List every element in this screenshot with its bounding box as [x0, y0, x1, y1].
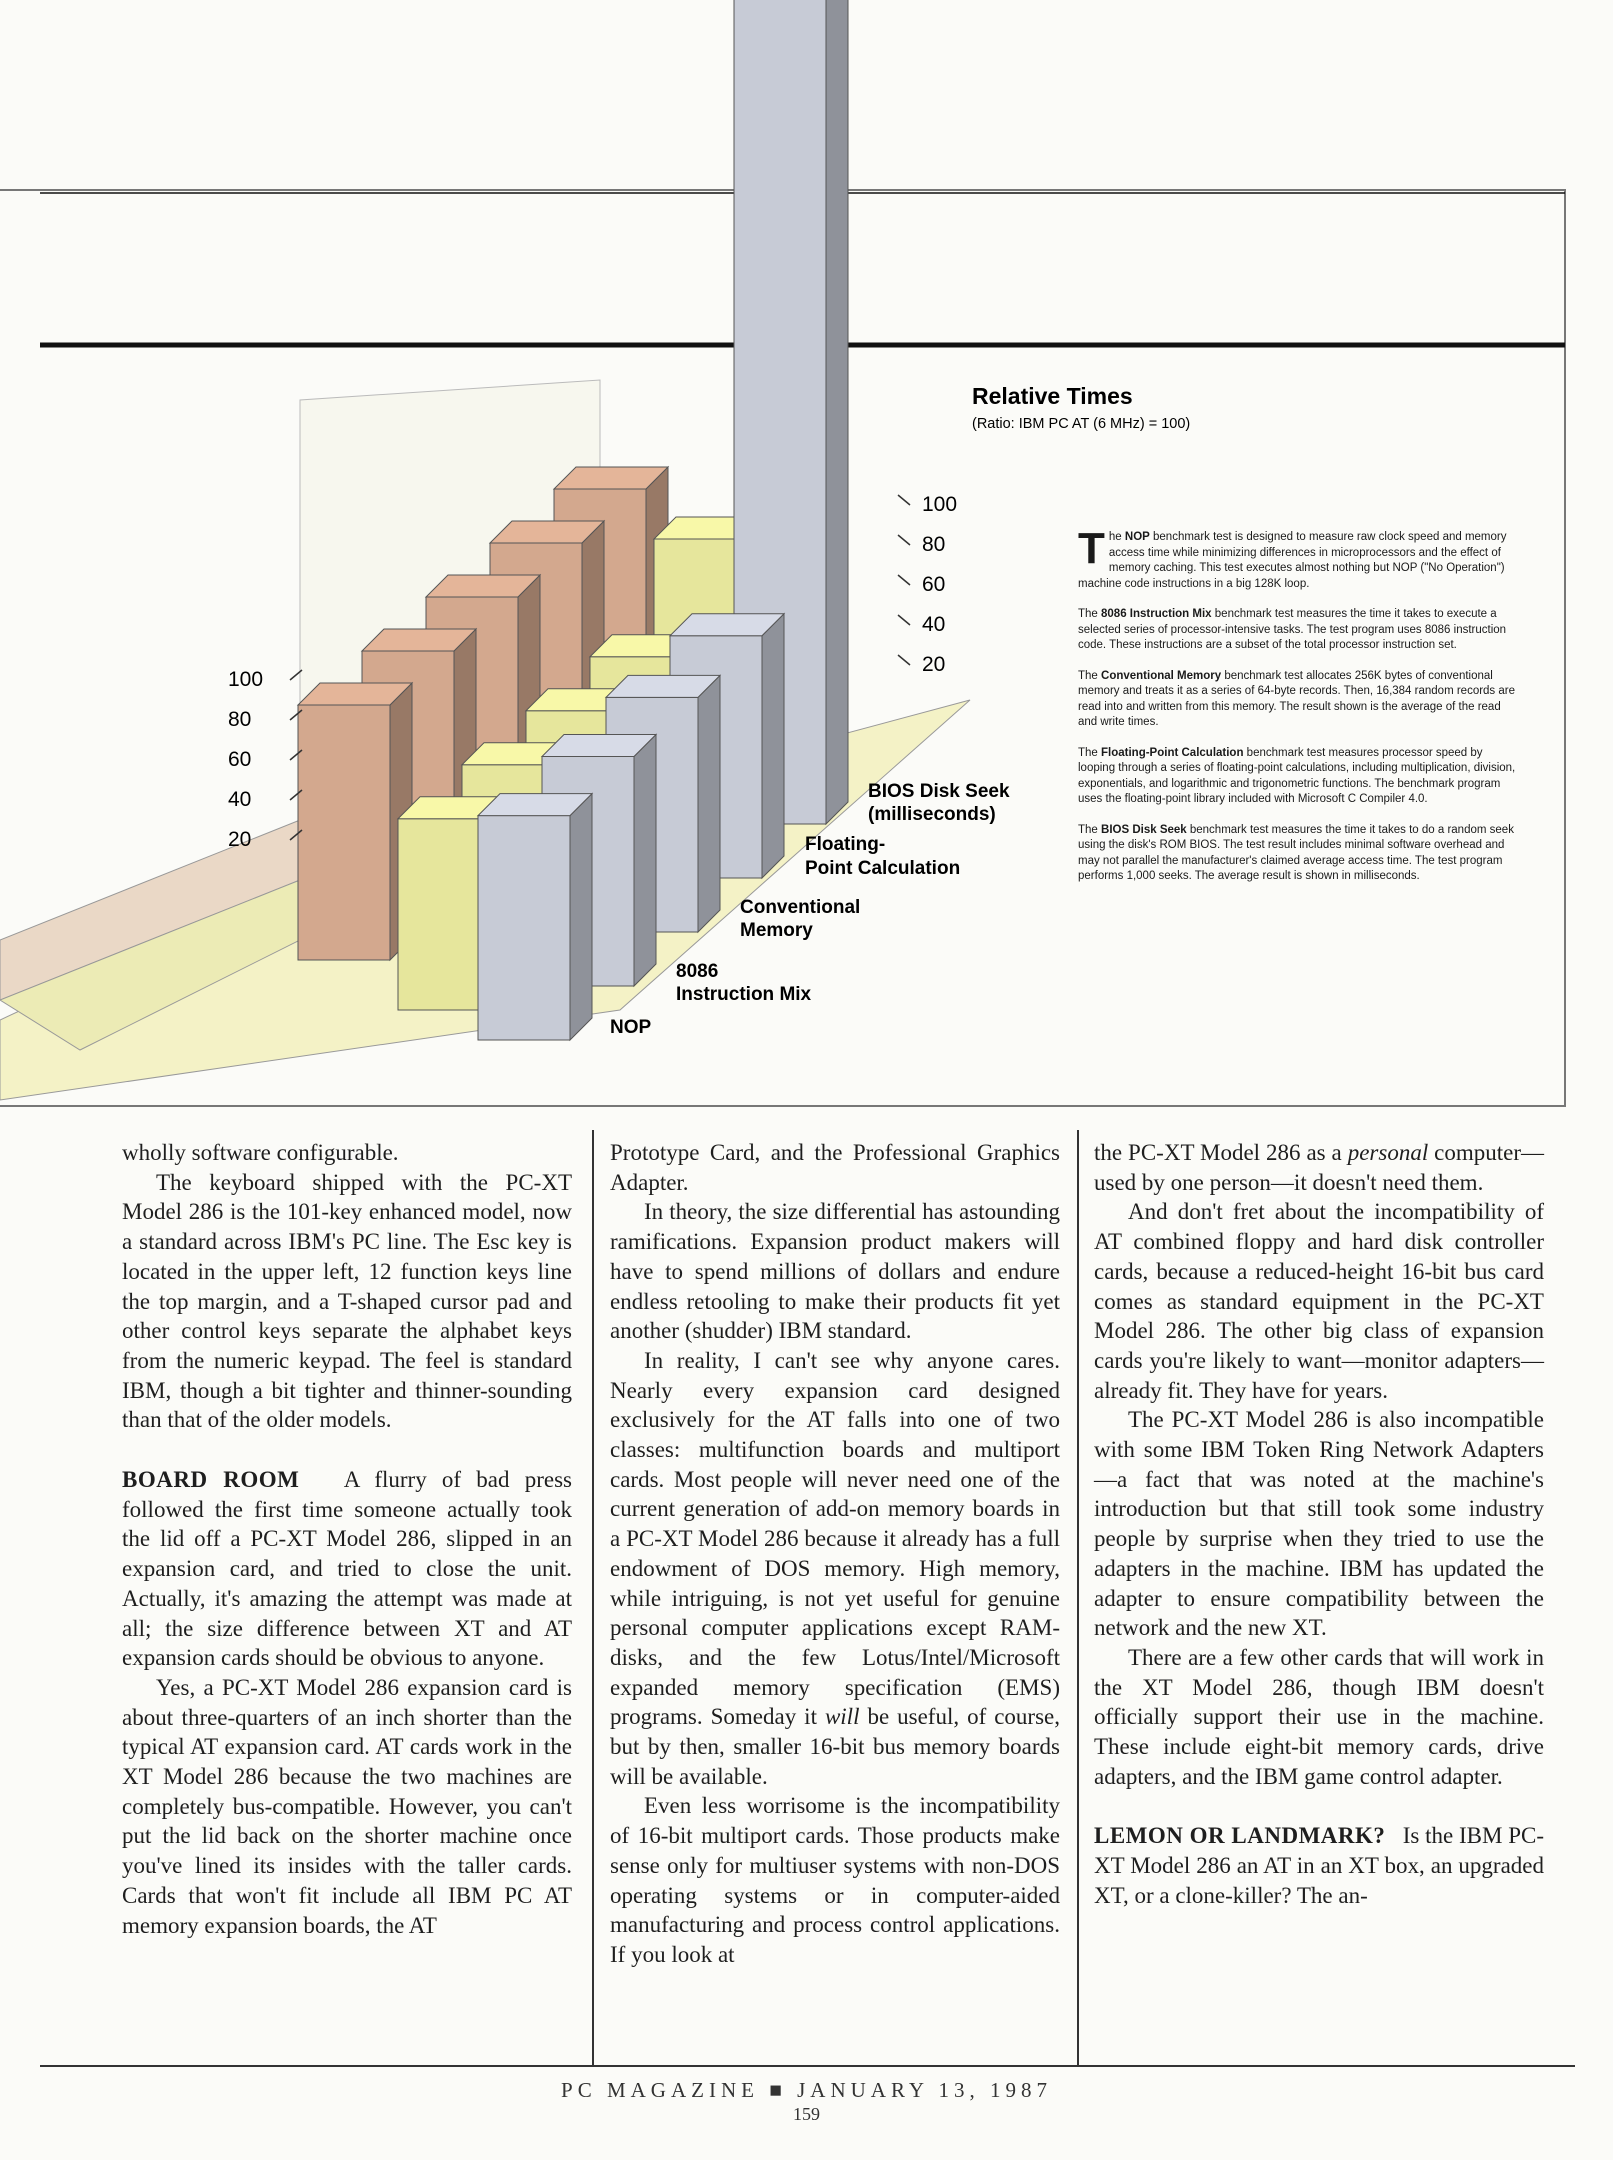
column-rule-2 — [1077, 1130, 1079, 2065]
page-number: 159 — [793, 2104, 820, 2124]
right-axis-tick-mark — [898, 535, 910, 545]
right-axis-tick-mark — [898, 575, 910, 585]
right-axis-tick-mark — [898, 615, 910, 625]
chart-subtitle: (Ratio: IBM PC AT (6 MHz) = 100) — [972, 416, 1191, 432]
column-rule-1 — [592, 1130, 594, 2065]
col1-paragraph-3: BOARD ROOM A flurry of bad press followed the first time someone actually took the lid off a PC-XT Model 286, slipped in an expansion card, and tried to close the unit. Actually, it's amazing the attempt was made at all; the size difference between XT and AT expansion cards should be obvious to anyone. — [122, 1467, 572, 1671]
left-axis-tick-label: 20 — [228, 828, 252, 851]
col3-paragraph-4: There are a few other cards that will work in the XT Model 286, though IBM doesn't officially support their use in the machine. These include eight-bit memory cards, drive adapters, and the IBM game control adapter. — [1094, 1644, 1544, 1789]
section-heading-board-room: BOARD ROOM — [122, 1467, 300, 1493]
right-axis-tick-label: 40 — [922, 613, 946, 636]
left-axis-tick-label: 40 — [228, 788, 252, 811]
col1-paragraph-2: The keyboard shipped with the PC-XT Model 286 is the 101-key enhanced model, now a standard across IBM's PC line. The Esc key is located in the upper left, 12 function keys line the top margin, and a T-shaped cursor pad and other control keys separate the alphabet keys from the numeric keypad. The feel is standard IBM, though a bit tighter and thinner-sounding than that of the older models. — [122, 1169, 572, 1433]
col2-paragraph-1: Prototype Card, and the Professional Graphics Adapter. — [610, 1140, 1060, 1195]
left-axis-tick-label: 60 — [228, 748, 252, 771]
section-heading-lemon-or-landmark: LEMON OR LANDMARK? — [1094, 1823, 1386, 1849]
right-axis-tick-mark — [898, 495, 910, 505]
footer-rule — [40, 2065, 1575, 2067]
col1-paragraph-1: wholly software configurable. — [122, 1140, 399, 1165]
col2-paragraph-2: In theory, the size differential has astounding ramifications. Expansion product makers will have to spend millions of dollars and endure endless retooling to make their products fit yet another (shudder) IBM standard. — [610, 1199, 1060, 1344]
category-label-bios-line2: (milliseconds) — [868, 804, 996, 825]
bar-front-row-blue-0 — [478, 794, 592, 1040]
category-label-floating-line2: Point Calculation — [805, 858, 961, 879]
article-column-2 — [610, 1138, 1060, 1970]
right-axis-tick-label: 80 — [922, 533, 946, 556]
dropcap: T — [1078, 524, 1105, 573]
right-axis-tick-label: 20 — [922, 653, 946, 676]
right-axis-tick-mark — [898, 655, 910, 665]
bar-front — [398, 819, 490, 1010]
bar-side — [570, 794, 592, 1040]
left-axis-tick-label: 80 — [228, 708, 252, 731]
chart-title: Relative Times — [972, 383, 1133, 409]
article-column-3 — [1094, 1138, 1544, 1911]
description-bios-disk-seek: The BIOS Disk Seek benchmark test measures the time it takes to do a random seek using the disk's ROM BIOS. The test result includes minimal software overhead and may not parallel the manufacturer's claimed average access time. The test program performs 1,000 seeks. The average result is shown in milliseconds. — [1078, 823, 1514, 882]
category-label-conventional-line1: Conventional — [740, 897, 861, 918]
bar-front — [298, 705, 390, 960]
col3-paragraph-5: LEMON OR LANDMARK? Is the IBM PC-XT Model 286 an AT in an XT box, an upgraded XT, or a clone-killer? The an- — [1094, 1823, 1544, 1908]
left-axis-tick-label: 100 — [228, 668, 264, 691]
col2-paragraph-4: Even less worrisome is the incompatibility of 16-bit multiport cards. Those products make sense only for multiuser systems with non-DOS operating systems or in computer-aided manufacturing and process control applications. If you look at — [610, 1793, 1060, 1967]
category-label-8086-line1: 8086 — [676, 961, 719, 982]
category-label-nop: NOP — [610, 1017, 652, 1038]
footer-magazine-line: PC MAGAZINE ■ JANUARY 13, 1987 — [561, 2078, 1052, 2102]
col3-paragraph-1: the PC-XT Model 286 as a personal computer—used by one person—it doesn't need them. — [1094, 1140, 1544, 1195]
bar-back-row-tan-0 — [298, 683, 412, 960]
bar-front — [478, 816, 570, 1040]
category-label-bios-line1: BIOS Disk Seek — [868, 781, 1010, 802]
description-8086: The 8086 Instruction Mix benchmark test measures the time it takes to execute a selected series of processor-intensive tasks. The test program uses 8086 instruction code. These instructions are a subset of the total processor instruction set. — [1078, 608, 1507, 651]
bar-side — [826, 0, 848, 824]
col1-paragraph-4: Yes, a PC-XT Model 286 expansion card is about three-quarters of an inch shorter than the typical AT expansion card. AT cards work in the XT Model 286 because the two machines are completely bus-compatible. However, you can't put the lid back on the shorter machine once you've lined its insides with the taller cards. Cards that won't fit include all IBM PC AT memory expansion boards, the AT — [122, 1674, 572, 1938]
col3-paragraph-3: The PC-XT Model 286 is also incompatible with some IBM Token Ring Network Adapters—a fact that was noted at the machine's introduction but that still took some industry people by surprise when they tried to use the adapters in the machine. IBM has updated the adapter to ensure compatibility between the network and the new XT. — [1094, 1407, 1544, 1641]
category-label-8086-line2: Instruction Mix — [676, 984, 812, 1005]
category-label-floating-line1: Floating- — [805, 834, 886, 855]
category-label-conventional-line2: Memory — [740, 920, 813, 941]
article-column-1 — [122, 1138, 572, 1940]
right-axis-tick-label: 60 — [922, 573, 946, 596]
col3-paragraph-2: And don't fret about the incompatibility of AT combined floppy and hard disk controller cards, because a reduced-height 16-bit bus card comes as standard equipment in the PC-XT Model 286. The other big class of expansion cards you're likely to want—monitor adapters—already fit. They have for years. — [1094, 1199, 1544, 1403]
right-axis — [898, 493, 957, 676]
col2-paragraph-3: In reality, I can't see why anyone cares. Nearly every expansion card designed exclusively for the AT falls into one of two classes: multifunction boards and multiport cards. Most people will never need one of the current generation of add-on memory boards in a PC-XT Model 286 because it already has a full endowment of DOS memory. High memory, while intriguing, is not yet useful for genuine personal computer applications except RAM-disks, and the few Lotus/Intel/Microsoft expanded memory specification (EMS) programs. Someday it will be useful, of course, but by then, smaller 16-bit bus memory boards will be available. — [610, 1347, 1061, 1789]
description-conventional-memory: The Conventional Memory benchmark test allocates 256K bytes of conventional memory and treats it as a series of 64-byte records. Then, 16,384 random records are read into and written from this memory. The result shown is the average of the read and write times. — [1078, 669, 1515, 728]
bar-side — [762, 614, 784, 878]
right-axis-tick-label: 100 — [922, 493, 958, 516]
description-nop: The NOP benchmark test is designed to measure raw clock speed and memory access time while minimizing differences in microprocessors and the effect of memory caching. This test executes almost nothing but NOP ("No Operation") machine code instructions in a big 128K loop. — [1078, 524, 1507, 590]
description-floating-point: The Floating-Point Calculation benchmark test measures processor speed by looping through a series of floating-point calculations, including multiplication, division, exponentials, and logarithmic and trigonometric functions. The benchmark program uses the floating-point library included with Microsoft C Compiler 4.0. — [1078, 746, 1516, 805]
bar-side — [698, 675, 720, 932]
bar-side — [634, 735, 656, 987]
benchmark-descriptions — [1078, 524, 1518, 900]
